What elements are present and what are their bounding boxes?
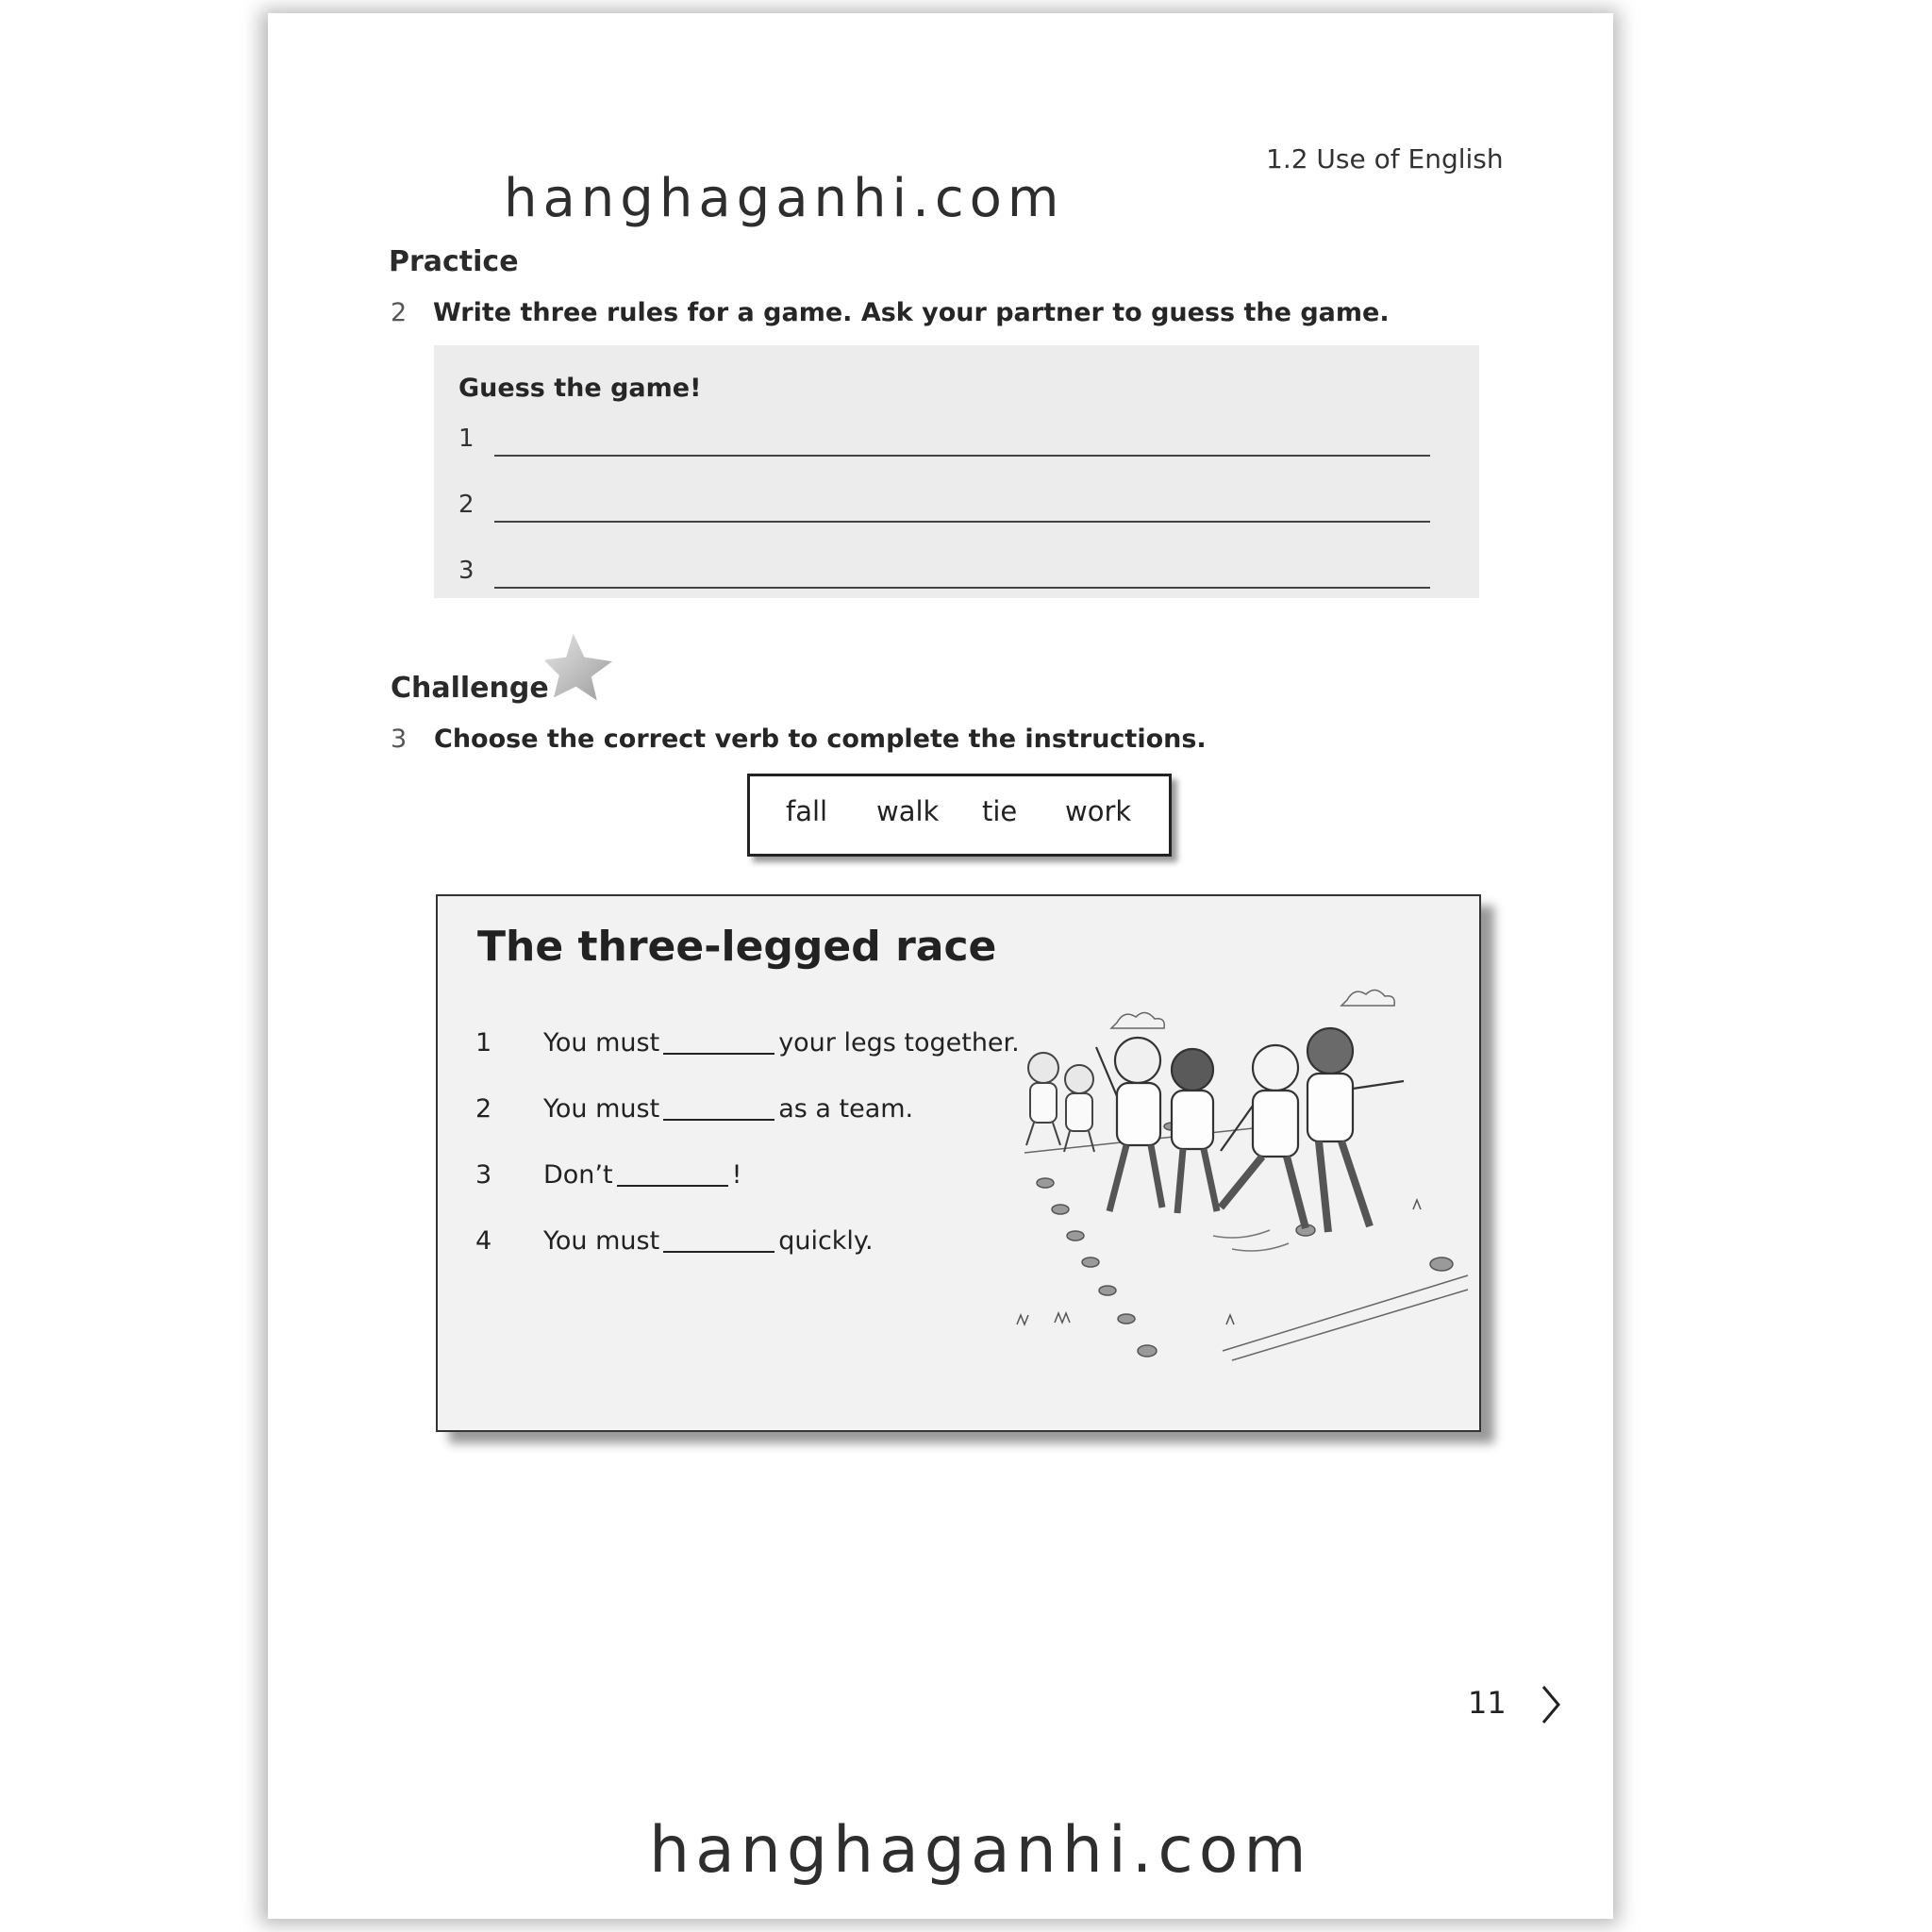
answer-blank[interactable] — [663, 1251, 774, 1253]
page-number: 11 — [1468, 1685, 1507, 1721]
answer-line-3[interactable] — [458, 557, 1430, 594]
word-bank — [747, 774, 1172, 857]
workbook-page — [268, 13, 1613, 1919]
item-text-before: Don’t — [543, 1160, 613, 1190]
question-number-3: 3 — [391, 724, 408, 754]
word-option[interactable]: fall — [786, 795, 828, 827]
practice-heading: Practice — [389, 245, 519, 278]
answer-line — [494, 455, 1430, 457]
watermark-top: hanghaganhi.com — [504, 168, 1065, 229]
race-title: The three-legged race — [477, 923, 997, 971]
answer-line-number: 3 — [458, 557, 475, 585]
answer-line-2[interactable] — [458, 491, 1430, 528]
race-item-3 — [475, 1160, 1004, 1194]
star-icon — [545, 632, 615, 702]
answer-line — [494, 587, 1430, 589]
challenge-instruction: Choose the correct verb to complete the instructions. — [434, 724, 1207, 754]
guess-the-game-box — [434, 345, 1479, 598]
guess-box-title: Guess the game! — [458, 374, 702, 403]
item-text-after: ! — [731, 1160, 742, 1190]
answer-blank[interactable] — [663, 1053, 774, 1055]
answer-line-number: 1 — [458, 425, 475, 453]
question-number-2: 2 — [391, 298, 408, 327]
answer-line — [494, 521, 1430, 523]
word-option[interactable]: work — [1065, 795, 1132, 827]
challenge-heading: Challenge — [391, 672, 549, 705]
watermark-bottom: hanghaganhi.com — [649, 1813, 1312, 1888]
item-text-after: quickly. — [778, 1226, 874, 1256]
item-number: 2 — [475, 1094, 492, 1124]
chevron-right-icon[interactable] — [1538, 1683, 1564, 1726]
item-text-after: as a team. — [778, 1094, 914, 1124]
item-number: 1 — [475, 1028, 492, 1058]
item-text-before: You must — [543, 1094, 660, 1124]
item-text-before: You must — [543, 1028, 660, 1058]
item-text-after: your legs together. — [778, 1028, 1020, 1058]
section-reference: 1.2 Use of English — [1266, 143, 1504, 175]
answer-blank[interactable] — [663, 1119, 774, 1121]
item-number: 4 — [475, 1226, 492, 1256]
race-item-2 — [475, 1094, 1004, 1128]
item-number: 3 — [475, 1160, 492, 1190]
item-text-before: You must — [543, 1226, 660, 1256]
answer-line-1[interactable] — [458, 425, 1430, 462]
word-option[interactable]: walk — [876, 795, 940, 827]
race-item-1 — [475, 1028, 1020, 1062]
three-legged-race-box — [436, 894, 1481, 1432]
practice-instruction: Write three rules for a game. Ask your partner to guess the game. — [433, 298, 1390, 327]
race-illustration — [1006, 983, 1472, 1398]
race-item-4 — [475, 1226, 1004, 1260]
answer-blank[interactable] — [617, 1185, 728, 1187]
word-option[interactable]: tie — [982, 795, 1018, 827]
answer-line-number: 2 — [458, 491, 475, 519]
